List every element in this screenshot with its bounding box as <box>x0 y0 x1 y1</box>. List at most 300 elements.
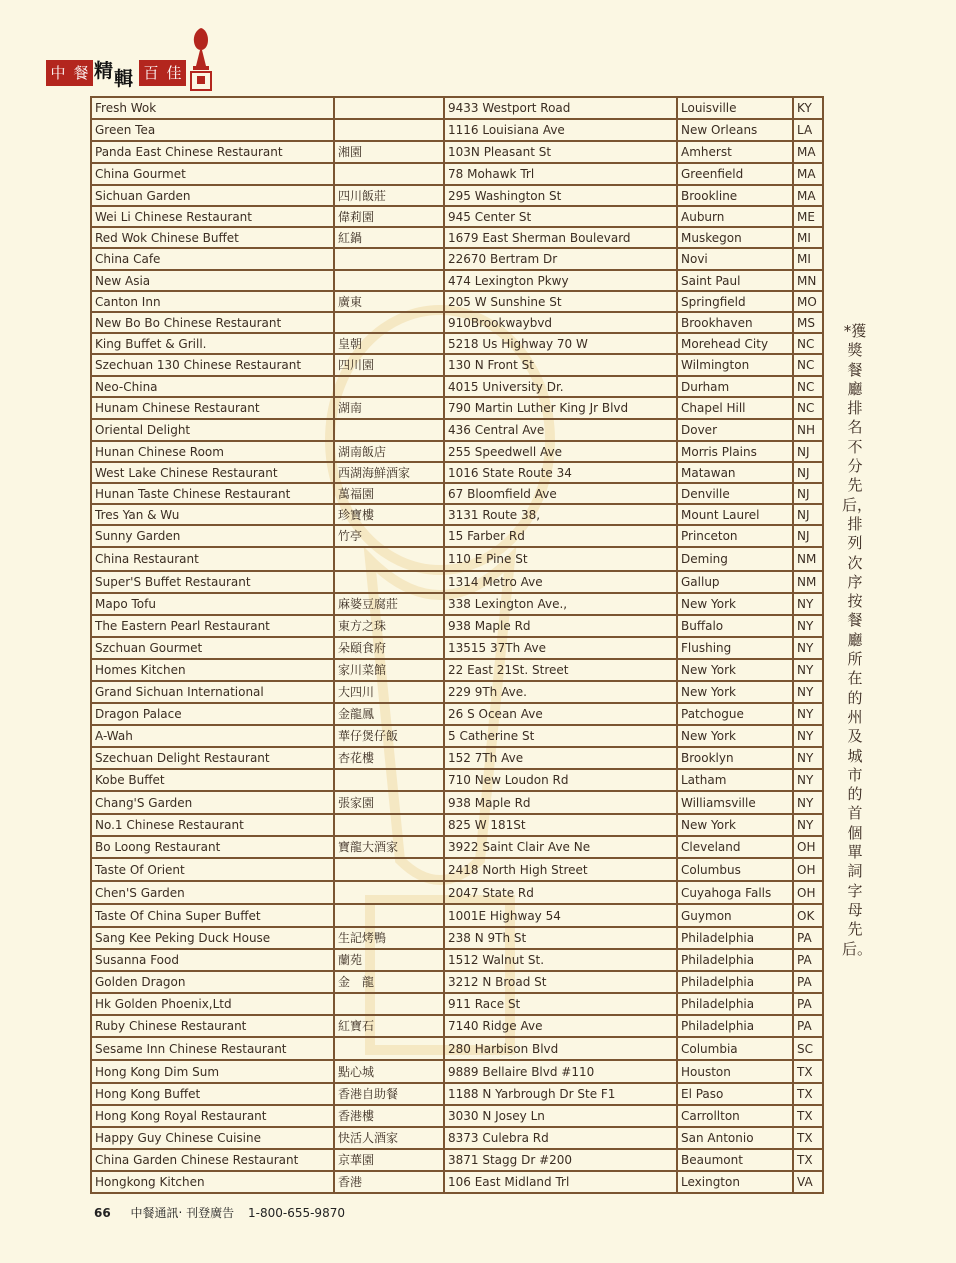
address: 15 Farber Rd <box>444 525 677 547</box>
restaurant-name: Ruby Chinese Restaurant <box>91 1015 334 1037</box>
address: 67 Bloomfield Ave <box>444 483 677 504</box>
chinese-name <box>334 547 444 571</box>
address: 130 N Front St <box>444 354 677 376</box>
city: El Paso <box>677 1083 793 1105</box>
table-row <box>91 462 823 483</box>
restaurant-table-body <box>91 97 823 1193</box>
table-row <box>91 571 823 593</box>
state: MA <box>793 141 823 163</box>
state: NY <box>793 814 823 836</box>
chinese-name: 杏花樓 <box>334 747 444 769</box>
table-row <box>91 904 823 927</box>
address: 205 W Sunshine St <box>444 291 677 312</box>
restaurant-name: New Asia <box>91 270 334 291</box>
table-row <box>91 227 823 248</box>
city: Houston <box>677 1060 793 1083</box>
logo-char-zhong: 中 <box>46 60 70 86</box>
chinese-name <box>334 858 444 881</box>
state: NC <box>793 333 823 354</box>
state: ME <box>793 206 823 227</box>
table-row <box>91 615 823 637</box>
phone-number: 1-800-655-9870 <box>248 1206 345 1220</box>
restaurant-name: Szechuan 130 Chinese Restaurant <box>91 354 334 376</box>
restaurant-name: Mapo Tofu <box>91 593 334 615</box>
address: 3131 Route 38, <box>444 504 677 525</box>
address: 945 Center St <box>444 206 677 227</box>
state: NC <box>793 397 823 419</box>
state: NY <box>793 593 823 615</box>
restaurant-name: Chang'S Garden <box>91 791 334 814</box>
table-row <box>91 504 823 525</box>
state: PA <box>793 1015 823 1037</box>
chinese-name: 快活人酒家 <box>334 1127 444 1149</box>
restaurant-name: Taste Of China Super Buffet <box>91 904 334 927</box>
city: Williamsville <box>677 791 793 814</box>
table-row <box>91 971 823 993</box>
state: NJ <box>793 462 823 483</box>
table-row <box>91 769 823 791</box>
table-row <box>91 659 823 681</box>
chinese-name <box>334 119 444 141</box>
chinese-name <box>334 904 444 927</box>
chinese-name <box>334 769 444 791</box>
page-footer <box>94 1204 345 1221</box>
city: New York <box>677 593 793 615</box>
city: Cuyahoga Falls <box>677 881 793 904</box>
city: Patchogue <box>677 703 793 725</box>
city: Latham <box>677 769 793 791</box>
chinese-name: 香港自助餐 <box>334 1083 444 1105</box>
city: Philadelphia <box>677 1015 793 1037</box>
chinese-name: 皇朝 <box>334 333 444 354</box>
state: NY <box>793 681 823 703</box>
restaurant-name: Hunam Chinese Restaurant <box>91 397 334 419</box>
chinese-name: 偉莉園 <box>334 206 444 227</box>
address: 1679 East Sherman Boulevard <box>444 227 677 248</box>
page-number: 66 <box>94 1206 111 1220</box>
chinese-name: 紅寶石 <box>334 1015 444 1037</box>
state: TX <box>793 1060 823 1083</box>
address: 152 7Th Ave <box>444 747 677 769</box>
chinese-name: 珍寶樓 <box>334 504 444 525</box>
table-row <box>91 814 823 836</box>
restaurant-name: Hunan Taste Chinese Restaurant <box>91 483 334 504</box>
restaurant-name: China Gourmet <box>91 163 334 185</box>
state: MO <box>793 291 823 312</box>
table-row <box>91 1083 823 1105</box>
chinese-name: 竹亭 <box>334 525 444 547</box>
chinese-name: 麻婆豆腐莊 <box>334 593 444 615</box>
address: 280 Harbison Blvd <box>444 1037 677 1060</box>
brand-logo <box>44 26 219 94</box>
lantern-trophy-icon <box>188 26 214 92</box>
table-row <box>91 119 823 141</box>
restaurant-name: King Buffet & Grill. <box>91 333 334 354</box>
restaurant-name: West Lake Chinese Restaurant <box>91 462 334 483</box>
city: Cleveland <box>677 836 793 858</box>
chinese-name <box>334 1037 444 1060</box>
state: NY <box>793 769 823 791</box>
city: Deming <box>677 547 793 571</box>
address: 7140 Ridge Ave <box>444 1015 677 1037</box>
chinese-name <box>334 97 444 119</box>
table-row <box>91 354 823 376</box>
table-row <box>91 637 823 659</box>
chinese-name: 大四川 <box>334 681 444 703</box>
state: MI <box>793 248 823 270</box>
address: 9889 Bellaire Blvd #110 <box>444 1060 677 1083</box>
address: 1116 Louisiana Ave <box>444 119 677 141</box>
address: 1001E Highway 54 <box>444 904 677 927</box>
restaurant-name: Neo-China <box>91 376 334 397</box>
address: 2047 State Rd <box>444 881 677 904</box>
address: 229 9Th Ave. <box>444 681 677 703</box>
restaurant-name: Hong Kong Dim Sum <box>91 1060 334 1083</box>
state: TX <box>793 1105 823 1127</box>
restaurant-name: Susanna Food <box>91 949 334 971</box>
ranking-note-text: *獲獎餐廳排名不分先后，排列次序按餐廳所在的州及城市的首個單詞字母先后。 <box>842 322 873 958</box>
state: TX <box>793 1149 823 1171</box>
city: Philadelphia <box>677 971 793 993</box>
table-row <box>91 1149 823 1171</box>
restaurant-name: Red Wok Chinese Buffet <box>91 227 334 248</box>
table-row <box>91 525 823 547</box>
state: NC <box>793 376 823 397</box>
city: Greenfield <box>677 163 793 185</box>
city: Philadelphia <box>677 993 793 1015</box>
logo-char-jia: 佳 <box>162 60 186 86</box>
chinese-name <box>334 163 444 185</box>
state: NJ <box>793 504 823 525</box>
city: Morehead City <box>677 333 793 354</box>
address: 78 Mohawk Trl <box>444 163 677 185</box>
chinese-name <box>334 270 444 291</box>
chinese-name: 萬福園 <box>334 483 444 504</box>
address: 3871 Stagg Dr #200 <box>444 1149 677 1171</box>
table-row <box>91 703 823 725</box>
address: 1188 N Yarbrough Dr Ste F1 <box>444 1083 677 1105</box>
state: MA <box>793 185 823 206</box>
address: 938 Maple Rd <box>444 791 677 814</box>
city: Brookhaven <box>677 312 793 333</box>
city: Brooklyn <box>677 747 793 769</box>
table-row <box>91 927 823 949</box>
state: VA <box>793 1171 823 1193</box>
city: Brookline <box>677 185 793 206</box>
city: Carrollton <box>677 1105 793 1127</box>
restaurant-name: New Bo Bo Chinese Restaurant <box>91 312 334 333</box>
address: 2418 North High Street <box>444 858 677 881</box>
state: PA <box>793 993 823 1015</box>
city: Buffalo <box>677 615 793 637</box>
address: 22 East 21St. Street <box>444 659 677 681</box>
chinese-name <box>334 248 444 270</box>
restaurant-name: Hunan Chinese Room <box>91 441 334 462</box>
logo-char-jing: 精 <box>94 60 114 82</box>
city: Lexington <box>677 1171 793 1193</box>
city: New York <box>677 681 793 703</box>
chinese-name: 紅鍋 <box>334 227 444 248</box>
state: PA <box>793 971 823 993</box>
address: 1512 Walnut St. <box>444 949 677 971</box>
chinese-name <box>334 571 444 593</box>
restaurant-name: Dragon Palace <box>91 703 334 725</box>
address: 938 Maple Rd <box>444 615 677 637</box>
address: 910Brookwaybvd <box>444 312 677 333</box>
state: PA <box>793 949 823 971</box>
chinese-name: 寶龍大酒家 <box>334 836 444 858</box>
state: TX <box>793 1127 823 1149</box>
chinese-name: 湖南飯店 <box>334 441 444 462</box>
state: PA <box>793 927 823 949</box>
chinese-name: 廣東 <box>334 291 444 312</box>
chinese-name: 張家園 <box>334 791 444 814</box>
chinese-name <box>334 312 444 333</box>
table-row <box>91 791 823 814</box>
state: NJ <box>793 441 823 462</box>
restaurant-name: Wei Li Chinese Restaurant <box>91 206 334 227</box>
state: TX <box>793 1083 823 1105</box>
restaurant-name: Fresh Wok <box>91 97 334 119</box>
chinese-name <box>334 376 444 397</box>
city: Auburn <box>677 206 793 227</box>
city: New Orleans <box>677 119 793 141</box>
state: OK <box>793 904 823 927</box>
table-row <box>91 1037 823 1060</box>
city: Wilmington <box>677 354 793 376</box>
city: Beaumont <box>677 1149 793 1171</box>
state: KY <box>793 97 823 119</box>
city: Mount Laurel <box>677 504 793 525</box>
table-row <box>91 185 823 206</box>
table-row <box>91 141 823 163</box>
city: Columbus <box>677 858 793 881</box>
state: NY <box>793 747 823 769</box>
chinese-name <box>334 814 444 836</box>
table-row <box>91 725 823 747</box>
restaurant-name: Tres Yan & Wu <box>91 504 334 525</box>
address: 710 New Loudon Rd <box>444 769 677 791</box>
restaurant-name: China Garden Chinese Restaurant <box>91 1149 334 1171</box>
address: 255 Speedwell Ave <box>444 441 677 462</box>
city: Flushing <box>677 637 793 659</box>
chinese-name: 朵頤食府 <box>334 637 444 659</box>
table-row <box>91 397 823 419</box>
city: San Antonio <box>677 1127 793 1149</box>
table-row <box>91 419 823 441</box>
city: Chapel Hill <box>677 397 793 419</box>
address: 103N Pleasant St <box>444 141 677 163</box>
restaurant-name: Sang Kee Peking Duck House <box>91 927 334 949</box>
city: Louisville <box>677 97 793 119</box>
restaurant-name: Green Tea <box>91 119 334 141</box>
table-row <box>91 1127 823 1149</box>
chinese-name <box>334 993 444 1015</box>
address: 4015 University Dr. <box>444 376 677 397</box>
city: Springfield <box>677 291 793 312</box>
table-row <box>91 206 823 227</box>
address: 110 E Pine St <box>444 547 677 571</box>
address: 8373 Culebra Rd <box>444 1127 677 1149</box>
address: 26 S Ocean Ave <box>444 703 677 725</box>
table-row <box>91 593 823 615</box>
city: Philadelphia <box>677 927 793 949</box>
publication-name: 中餐通訊‧ 刊登廣告 <box>130 1206 235 1220</box>
state: NJ <box>793 525 823 547</box>
city: Morris Plains <box>677 441 793 462</box>
table-row <box>91 376 823 397</box>
city: Columbia <box>677 1037 793 1060</box>
restaurant-name: A-Wah <box>91 725 334 747</box>
chinese-name: 金 龍 <box>334 971 444 993</box>
state: NM <box>793 547 823 571</box>
address: 106 East Midland Trl <box>444 1171 677 1193</box>
table-row <box>91 747 823 769</box>
city: Dover <box>677 419 793 441</box>
table-row <box>91 483 823 504</box>
logo-char-can: 餐 <box>69 60 93 86</box>
city: Novi <box>677 248 793 270</box>
table-row <box>91 333 823 354</box>
restaurant-name: Kobe Buffet <box>91 769 334 791</box>
state: MS <box>793 312 823 333</box>
address: 3030 N Josey Ln <box>444 1105 677 1127</box>
table-row <box>91 291 823 312</box>
city: Matawan <box>677 462 793 483</box>
address: 790 Martin Luther King Jr Blvd <box>444 397 677 419</box>
state: NY <box>793 659 823 681</box>
chinese-name: 香港樓 <box>334 1105 444 1127</box>
restaurant-name: Golden Dragon <box>91 971 334 993</box>
state: OH <box>793 881 823 904</box>
restaurant-name: Super'S Buffet Restaurant <box>91 571 334 593</box>
state: NY <box>793 637 823 659</box>
restaurant-name: Bo Loong Restaurant <box>91 836 334 858</box>
restaurant-name: Happy Guy Chinese Cuisine <box>91 1127 334 1149</box>
restaurant-name: Sesame Inn Chinese Restaurant <box>91 1037 334 1060</box>
address: 13515 37Th Ave <box>444 637 677 659</box>
chinese-name: 蘭苑 <box>334 949 444 971</box>
table-row <box>91 163 823 185</box>
table-row <box>91 1060 823 1083</box>
address: 1016 State Route 34 <box>444 462 677 483</box>
restaurant-name: No.1 Chinese Restaurant <box>91 814 334 836</box>
city: Saint Paul <box>677 270 793 291</box>
table-row <box>91 97 823 119</box>
state: NY <box>793 615 823 637</box>
table-row <box>91 1105 823 1127</box>
restaurant-name: China Cafe <box>91 248 334 270</box>
table-row <box>91 248 823 270</box>
table-row <box>91 270 823 291</box>
chinese-name: 金龍鳳 <box>334 703 444 725</box>
chinese-name: 香港 <box>334 1171 444 1193</box>
address: 3922 Saint Clair Ave Ne <box>444 836 677 858</box>
restaurant-name: Hongkong Kitchen <box>91 1171 334 1193</box>
table-row <box>91 1015 823 1037</box>
state: NM <box>793 571 823 593</box>
state: SC <box>793 1037 823 1060</box>
address: 22670 Bertram Dr <box>444 248 677 270</box>
chinese-name: 華仔煲仔飯 <box>334 725 444 747</box>
address: 825 W 181St <box>444 814 677 836</box>
address: 474 Lexington Pkwy <box>444 270 677 291</box>
address: 436 Central Ave <box>444 419 677 441</box>
address: 295 Washington St <box>444 185 677 206</box>
city: Gallup <box>677 571 793 593</box>
chinese-name: 湖南 <box>334 397 444 419</box>
chinese-name: 生記烤鴨 <box>334 927 444 949</box>
restaurant-name: Szechuan Delight Restaurant <box>91 747 334 769</box>
state: NY <box>793 791 823 814</box>
chinese-name <box>334 881 444 904</box>
chinese-name: 家川菜館 <box>334 659 444 681</box>
address: 5 Catherine St <box>444 725 677 747</box>
table-row <box>91 881 823 904</box>
restaurant-name: Panda East Chinese Restaurant <box>91 141 334 163</box>
chinese-name <box>334 419 444 441</box>
city: Princeton <box>677 525 793 547</box>
address: 9433 Westport Road <box>444 97 677 119</box>
city: Guymon <box>677 904 793 927</box>
restaurant-name: The Eastern Pearl Restaurant <box>91 615 334 637</box>
table-row <box>91 858 823 881</box>
city: Durham <box>677 376 793 397</box>
restaurant-name: Hk Golden Phoenix,Ltd <box>91 993 334 1015</box>
table-row <box>91 993 823 1015</box>
city: New York <box>677 659 793 681</box>
state: MN <box>793 270 823 291</box>
restaurant-name: Canton Inn <box>91 291 334 312</box>
restaurant-name: Hong Kong Buffet <box>91 1083 334 1105</box>
logo-char-ji: 輯 <box>114 68 134 90</box>
restaurant-name: Grand Sichuan International <box>91 681 334 703</box>
restaurant-name: China Restaurant <box>91 547 334 571</box>
logo-char-bai: 百 <box>139 60 163 86</box>
chinese-name: 西湖海鮮酒家 <box>334 462 444 483</box>
state: NY <box>793 703 823 725</box>
state: OH <box>793 836 823 858</box>
restaurant-name: Sunny Garden <box>91 525 334 547</box>
restaurant-name: Hong Kong Royal Restaurant <box>91 1105 334 1127</box>
state: NJ <box>793 483 823 504</box>
address: 338 Lexington Ave., <box>444 593 677 615</box>
table-row <box>91 441 823 462</box>
chinese-name: 四川園 <box>334 354 444 376</box>
table-row <box>91 547 823 571</box>
city: Denville <box>677 483 793 504</box>
restaurant-name: Oriental Delight <box>91 419 334 441</box>
ranking-note <box>842 322 873 959</box>
state: OH <box>793 858 823 881</box>
table-row <box>91 836 823 858</box>
chinese-name: 四川飯莊 <box>334 185 444 206</box>
restaurant-name: Chen'S Garden <box>91 881 334 904</box>
state: NH <box>793 419 823 441</box>
table-row <box>91 681 823 703</box>
table-row <box>91 1171 823 1193</box>
city: Amherst <box>677 141 793 163</box>
city: Muskegon <box>677 227 793 248</box>
state: NY <box>793 725 823 747</box>
city: New York <box>677 725 793 747</box>
address: 3212 N Broad St <box>444 971 677 993</box>
address: 238 N 9Th St <box>444 927 677 949</box>
chinese-name: 京華園 <box>334 1149 444 1171</box>
chinese-name: 點心城 <box>334 1060 444 1083</box>
table-row <box>91 312 823 333</box>
restaurant-table <box>90 96 824 1194</box>
